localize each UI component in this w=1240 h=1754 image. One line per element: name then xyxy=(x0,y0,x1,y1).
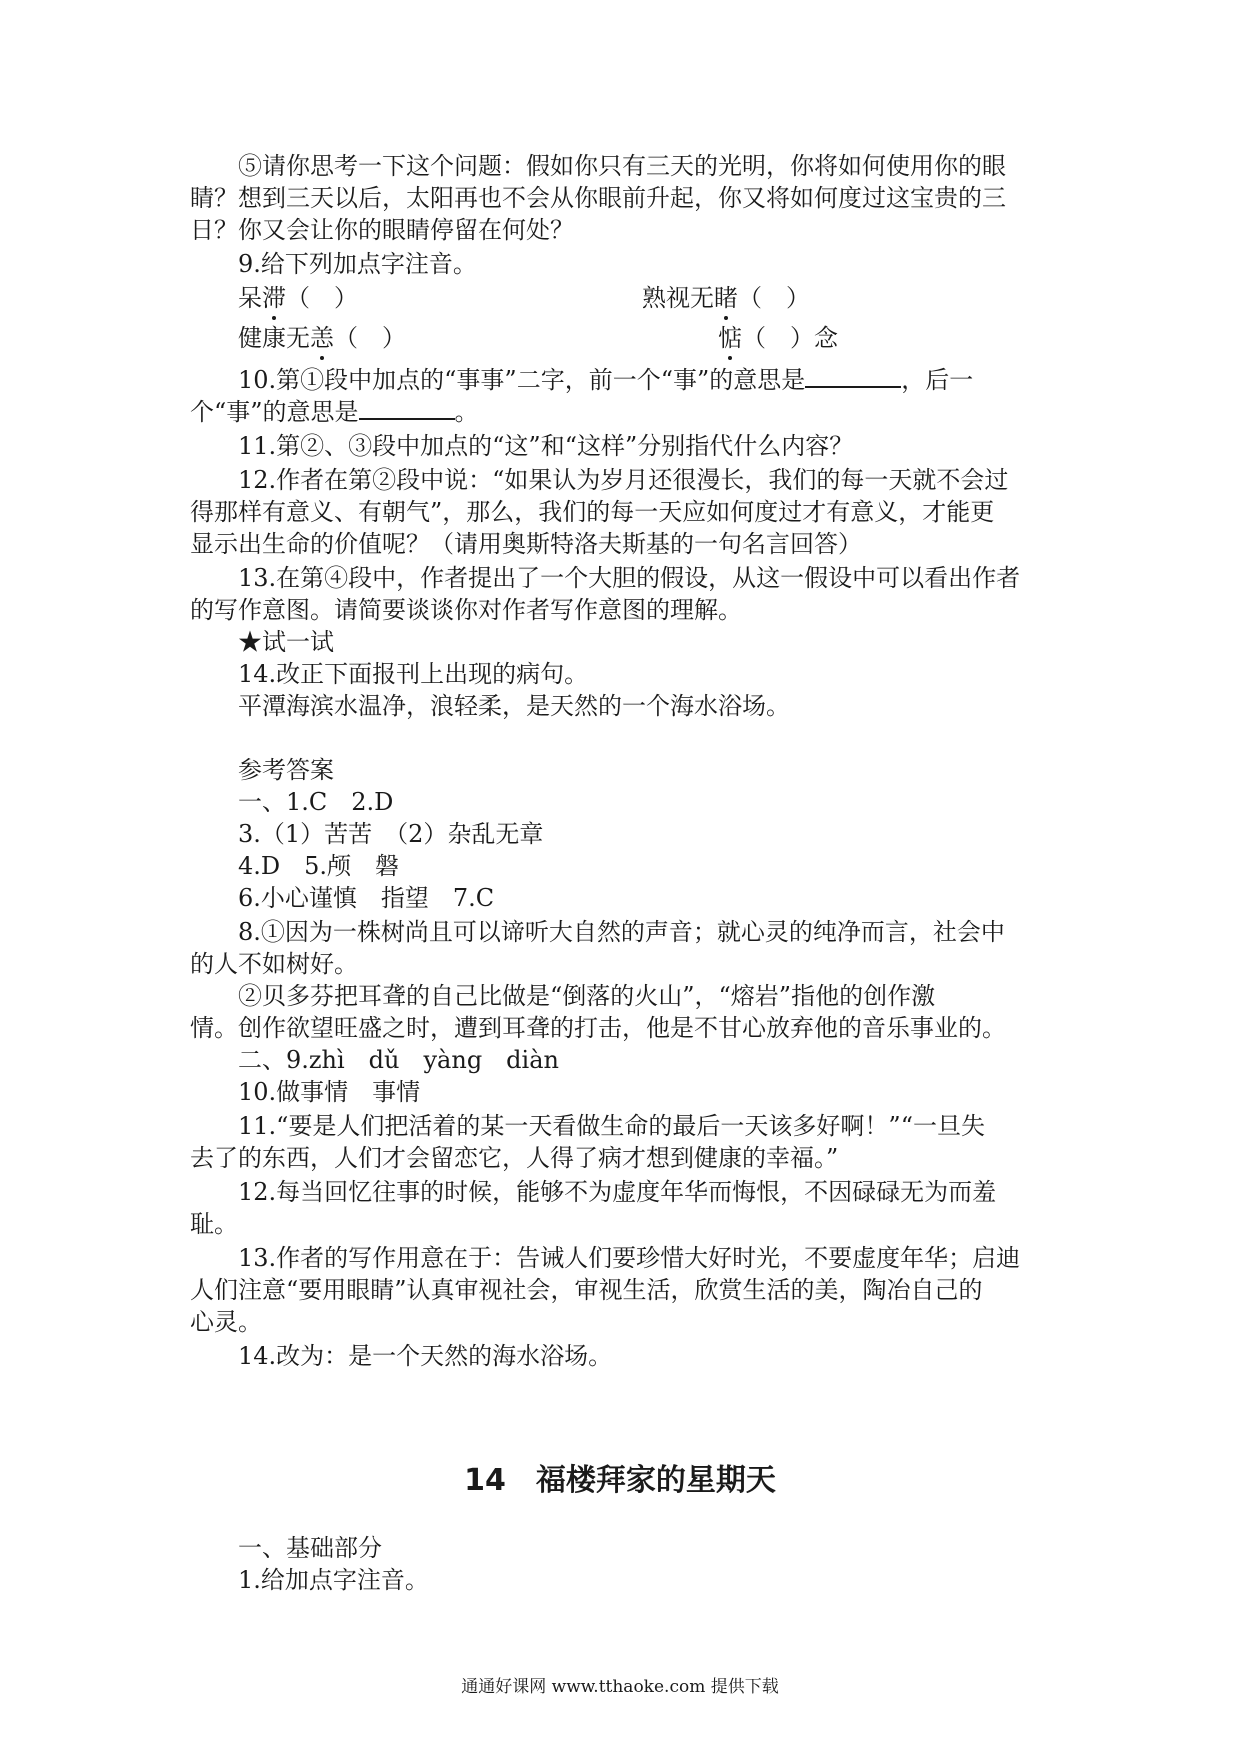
question-12-line-3: 显示出生命的价值呢？（请用奥斯特洛夫斯基的一句名言回答） xyxy=(190,530,862,558)
try-heading: ★试一试 xyxy=(238,628,334,656)
lesson-title: 14 福楼拜家的星期天 xyxy=(464,1463,776,1498)
q9-item-b-dotted-char: 睹 xyxy=(714,284,738,312)
paragraph-5-line-1: ⑤请你思考一下这个问题：假如你只有三天的光明，你将如何使用你的眼 xyxy=(238,152,1006,180)
answer-6-7: 6.小心谨慎 指望 7.C xyxy=(238,884,495,912)
question-12-line-2: 得那样有意义、有朝气”，那么，我们的每一天应如何度过才有意义，才能更 xyxy=(190,498,995,526)
answer-8-line-4: 情。创作欲望旺盛之时，遭到耳聋的打击，他是不甘心放弃他的音乐事业的。 xyxy=(190,1014,1006,1042)
q9-item-d xyxy=(718,322,1018,354)
q9-item-d-dotted-char: 惦 xyxy=(718,324,742,352)
q9-item-b-parens: （ ） xyxy=(738,284,810,312)
question-13-line-2: 的写作意图。请简要谈谈你对作者写作意图的理解。 xyxy=(190,596,742,624)
answer-8-line-2: 的人不如树好。 xyxy=(190,950,358,978)
q9-item-c-prefix: 健康无 xyxy=(238,324,310,352)
question-10-text-b: ，后一 xyxy=(901,366,974,394)
question-10-line-1 xyxy=(238,364,1108,396)
question-13-line-1: 13.在第④段中，作者提出了一个大胆的假设，从这一假设中可以看出作者 xyxy=(238,564,1021,592)
answer-blank-1[interactable] xyxy=(805,364,901,388)
answer-3: 3.（1）苦苦 （2）杂乱无章 xyxy=(238,820,544,848)
answer-1-2: 一、1.C 2.D xyxy=(238,788,394,816)
answer-8-line-1: 8.①因为一株树尚且可以谛听大自然的声音；就心灵的纯净而言，社会中 xyxy=(238,918,1005,946)
question-10-text-a: 10.第①段中加点的“事事”二字，前一个“事”的意思是 xyxy=(238,366,806,394)
answer-4-5: 4.D 5.颅 磐 xyxy=(238,852,400,880)
answer-10: 10.做事情 事情 xyxy=(238,1078,421,1106)
question-11: 11.第②、③段中加点的“这”和“这样”分别指代什么内容？ xyxy=(238,432,854,460)
lesson-question-1: 1.给加点字注音。 xyxy=(238,1566,429,1594)
answer-blank-2[interactable] xyxy=(359,396,455,420)
answer-12-line-1: 12.每当回忆往事的时候，能够不为虚度年华而悔恨，不因碌碌无为而羞 xyxy=(238,1178,997,1206)
answer-11-line-1: 11.“要是人们把活着的某一天看做生命的最后一天该多好啊！”“一旦失 xyxy=(238,1112,985,1140)
answer-9: 二、9.zhì dǔ yàng diàn xyxy=(238,1046,559,1074)
q9-item-b xyxy=(642,282,1002,314)
q9-item-a xyxy=(238,282,598,314)
question-14: 14.改正下面报刊上出现的病句。 xyxy=(238,660,589,688)
q9-item-b-prefix: 熟视无 xyxy=(642,284,714,312)
q9-item-c-dotted-char: 恙 xyxy=(310,324,334,352)
question-12-line-1: 12.作者在第②段中说：“如果认为岁月还很漫长，我们的每一天就不会过 xyxy=(238,466,1009,494)
q9-item-a-dotted-char: 滞 xyxy=(262,284,286,312)
paragraph-5-line-3: 日？你又会让你的眼睛停留在何处？ xyxy=(190,216,574,244)
footer-download-note: 通通好课网 www.tthaoke.com 提供下载 xyxy=(461,1677,779,1697)
answer-8-line-3: ②贝多芬把耳聋的自己比做是“倒落的火山”，“熔岩”指他的创作激 xyxy=(238,982,936,1010)
answer-12-line-2: 耻。 xyxy=(190,1210,238,1238)
answers-heading: 参考答案 xyxy=(238,756,334,784)
question-10-text-c: 个“事”的意思是 xyxy=(190,398,359,426)
answer-13-line-1: 13.作者的写作用意在于：告诫人们要珍惜大好时光，不要虚度年华；启迪 xyxy=(238,1244,1021,1272)
answer-11-line-2: 去了的东西，人们才会留恋它，人得了病才想到健康的幸福。” xyxy=(190,1144,839,1172)
q9-item-a-prefix: 呆 xyxy=(238,284,262,312)
question-10-line-2 xyxy=(190,396,1060,428)
answer-13-line-3: 心灵。 xyxy=(190,1308,262,1336)
q9-item-c xyxy=(238,322,598,354)
q9-item-c-parens: （ ） xyxy=(334,324,406,352)
question-10-text-d: 。 xyxy=(454,398,479,426)
q9-item-d-parens: （ ）念 xyxy=(742,324,838,352)
question-14-sentence: 平潭海滨水温净，浪轻柔，是天然的一个海水浴场。 xyxy=(238,692,790,720)
answer-14: 14.改为：是一个天然的海水浴场。 xyxy=(238,1342,613,1370)
question-9: 9.给下列加点字注音。 xyxy=(238,250,477,278)
section-heading: 一、基础部分 xyxy=(238,1534,382,1562)
paragraph-5-line-2: 睛？想到三天以后，太阳再也不会从你眼前升起，你又将如何度过这宝贵的三 xyxy=(190,184,1006,212)
answer-13-line-2: 人们注意“要用眼睛”认真审视社会，审视生活，欣赏生活的美，陶冶自己的 xyxy=(190,1276,983,1304)
q9-item-a-parens: （ ） xyxy=(286,284,358,312)
